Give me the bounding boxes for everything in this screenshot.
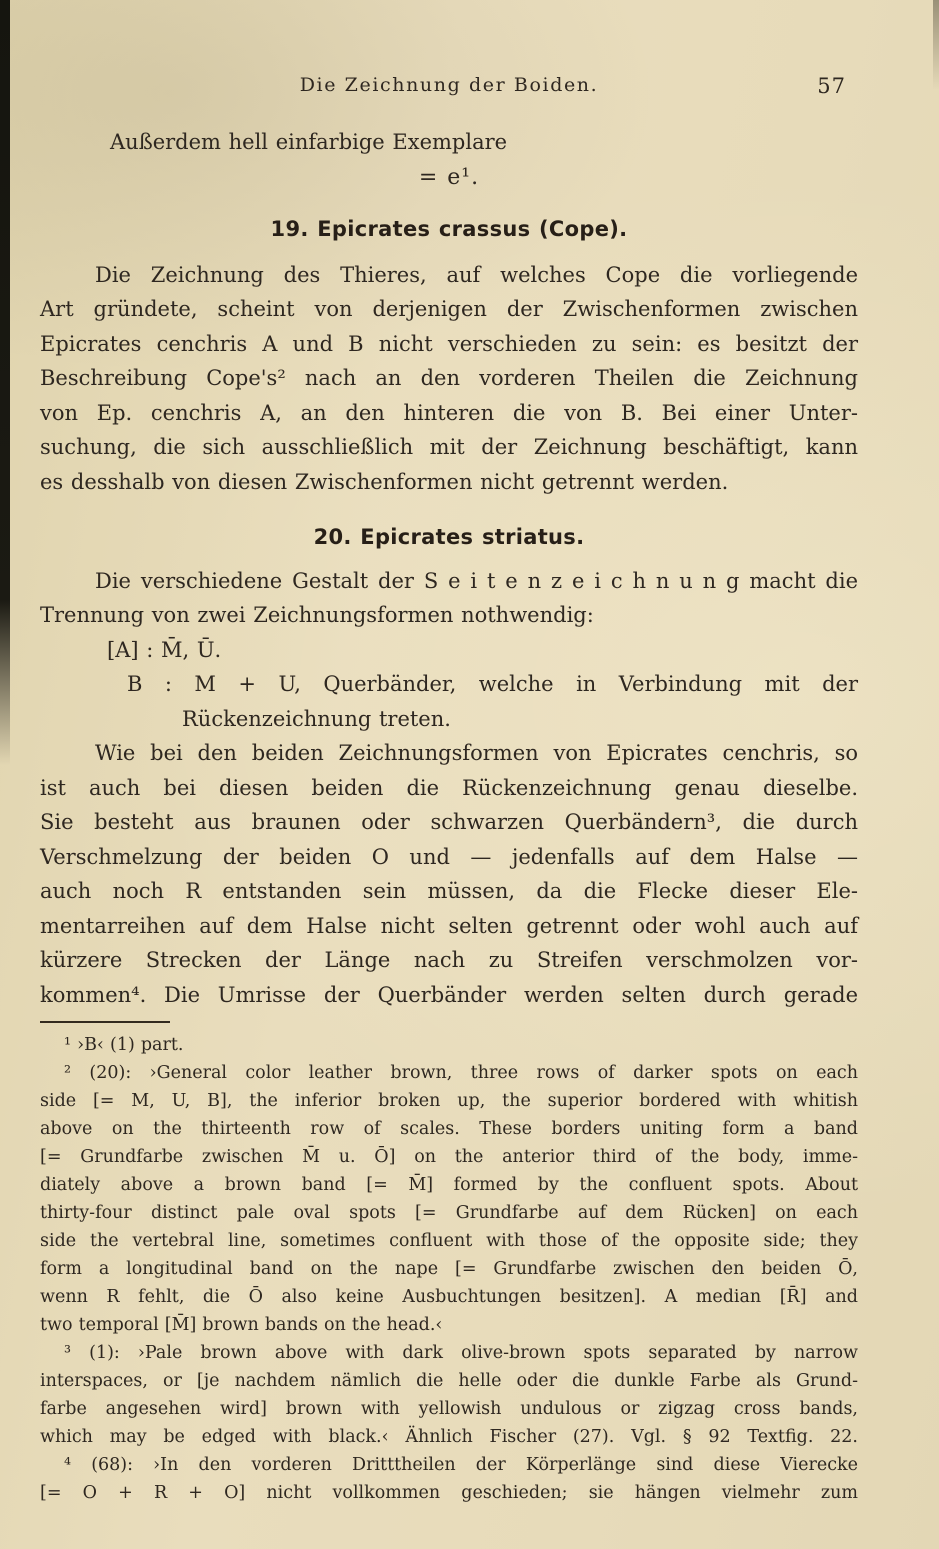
- text-line: kürzere Strecken der Länge nach zu Streifen verschmolzen vor-: [40, 948, 858, 972]
- footnote-line: [= O + R + O] nicht vollkommen geschieden; sie hängen vielmehr zum: [40, 1483, 858, 1503]
- page-number: 57: [817, 74, 846, 98]
- paragraph-section20-body: [40, 736, 858, 1012]
- paragraph-section19: [40, 258, 858, 500]
- text-line: mentarreihen auf dem Halse nicht selten getrennt oder wohl auch auf: [40, 913, 858, 938]
- footnote-line: ⁴ (68): ›In den vorderen Dritttheilen der Körperlänge sind diese Vierecke: [64, 1455, 858, 1475]
- footnote-1: [40, 1031, 858, 1059]
- footnote-line: ² (20): ›General color leather brown, three rows of darker spots on each: [64, 1063, 858, 1083]
- text-line: Die Zeichnung des Thieres, auf welches Cope die vorliegende: [95, 262, 858, 287]
- footnotes: [40, 1031, 858, 1507]
- text-line: Die verschiedene Gestalt der S e i t e n z e i c h n u n g macht die: [95, 568, 858, 593]
- footnote-line: ³ (1): ›Pale brown above with dark olive-brown spots separated by narrow: [64, 1343, 858, 1363]
- text-line: es desshalb von diesen Zwischenformen nicht getrennt werden.: [40, 469, 729, 494]
- footnote-line: which may be edged with black.‹ Ähnlich Fischer (27). Vgl. § 92 Textfig. 22.: [40, 1427, 858, 1447]
- text-line: Art gründete, scheint von derjenigen der Zwischenformen zwischen: [40, 297, 858, 321]
- footnote-line: diately above a brown band [= M̄] formed by the confluent spots. About: [40, 1175, 858, 1195]
- text-line: Wie bei den beiden Zeichnungsformen von Epicrates cenchris, so: [95, 741, 858, 765]
- text-line: Verschmelzung der beiden O und — jedenfalls auf dem Halse —: [40, 844, 858, 869]
- footnote-line: side the vertebral line, sometimes confluent with those of the opposite side; they: [40, 1231, 858, 1251]
- footnote-4: [40, 1451, 858, 1507]
- section-heading-19: 19. Epicrates crassus (Cope).: [270, 217, 628, 241]
- footnote-2: [40, 1059, 858, 1339]
- form-b-line: B : M + U, Querbänder, welche in Verbindung mit der: [127, 672, 858, 696]
- form-b-line-continuation: Rückenzeichnung treten.: [182, 706, 451, 731]
- intro-line: Außerdem hell einfarbige Exemplare: [110, 130, 508, 154]
- scan-corner-shade: [933, 0, 939, 90]
- footnote-line: ¹ ›B‹ (1) part.: [64, 1035, 184, 1055]
- formula-line: = e¹.: [418, 164, 480, 190]
- text-line: Epicrates cenchris A und B nicht verschieden zu sein: es besitzt der: [40, 331, 858, 356]
- text-line: von Ep. cenchris A, an den hinteren die von B. Bei einer Unter-: [40, 400, 858, 425]
- footnote-line: side [= M, U, B], the inferior broken up, the superior bordered with whitish: [40, 1091, 858, 1111]
- text-line: Trennung von zwei Zeichnungsformen nothwendig:: [40, 603, 594, 627]
- form-a-line: [A] : M̄, Ū.: [107, 637, 222, 662]
- paragraph-section20-intro: [40, 564, 858, 633]
- page-header: [40, 0, 858, 96]
- footnote-line: form a longitudinal band on the nape [= Grundfarbe zwischen den beiden Ō,: [40, 1259, 858, 1279]
- text-line: Sie besteht aus braunen oder schwarzen Querbändern³, die durch: [40, 810, 858, 834]
- footnote-line: [= Grundfarbe zwischen M̄ u. Ō] on the anterior third of the body, imme-: [40, 1147, 858, 1167]
- text-line: Beschreibung Cope's² nach an den vorderen Theilen die Zeichnung: [40, 366, 858, 390]
- running-header: Die Zeichnung der Boiden.: [299, 74, 599, 96]
- section-heading-20: 20. Epicrates striatus.: [313, 525, 585, 549]
- scan-gutter-shadow: [0, 0, 10, 770]
- page-body: [40, 125, 858, 1507]
- footnote-line: above on the thirteenth row of scales. These borders uniting form a band: [40, 1119, 858, 1139]
- text-line: suchung, die sich ausschließlich mit der Zeichnung beschäftigt, kann: [40, 435, 858, 459]
- footnote-line: farbe angesehen wird] brown with yellowish undulous or zigzag cross bands,: [40, 1399, 858, 1419]
- text-line: ist auch bei diesen beiden die Rückenzeichnung genau dieselbe.: [40, 775, 858, 800]
- text-line: kommen⁴. Die Umrisse der Querbänder werden selten durch gerade: [40, 982, 858, 1007]
- footnote-line: interspaces, or [je nachdem nämlich die helle oder die dunkle Farbe als Grund-: [40, 1371, 858, 1391]
- footnote-line: two temporal [M̄] brown bands on the head.‹: [40, 1315, 443, 1335]
- footnote-separator-rule: [40, 1021, 170, 1023]
- footnote-3: [40, 1339, 858, 1451]
- footnote-line: wenn R fehlt, die Ō also keine Ausbuchtungen besitzen]. A median [R̄] and: [40, 1287, 858, 1307]
- text-line: auch noch R entstanden sein müssen, da die Flecke dieser Ele-: [40, 879, 858, 903]
- footnote-line: thirty-four distinct pale oval spots [= Grundfarbe auf dem Rücken] on each: [40, 1203, 858, 1223]
